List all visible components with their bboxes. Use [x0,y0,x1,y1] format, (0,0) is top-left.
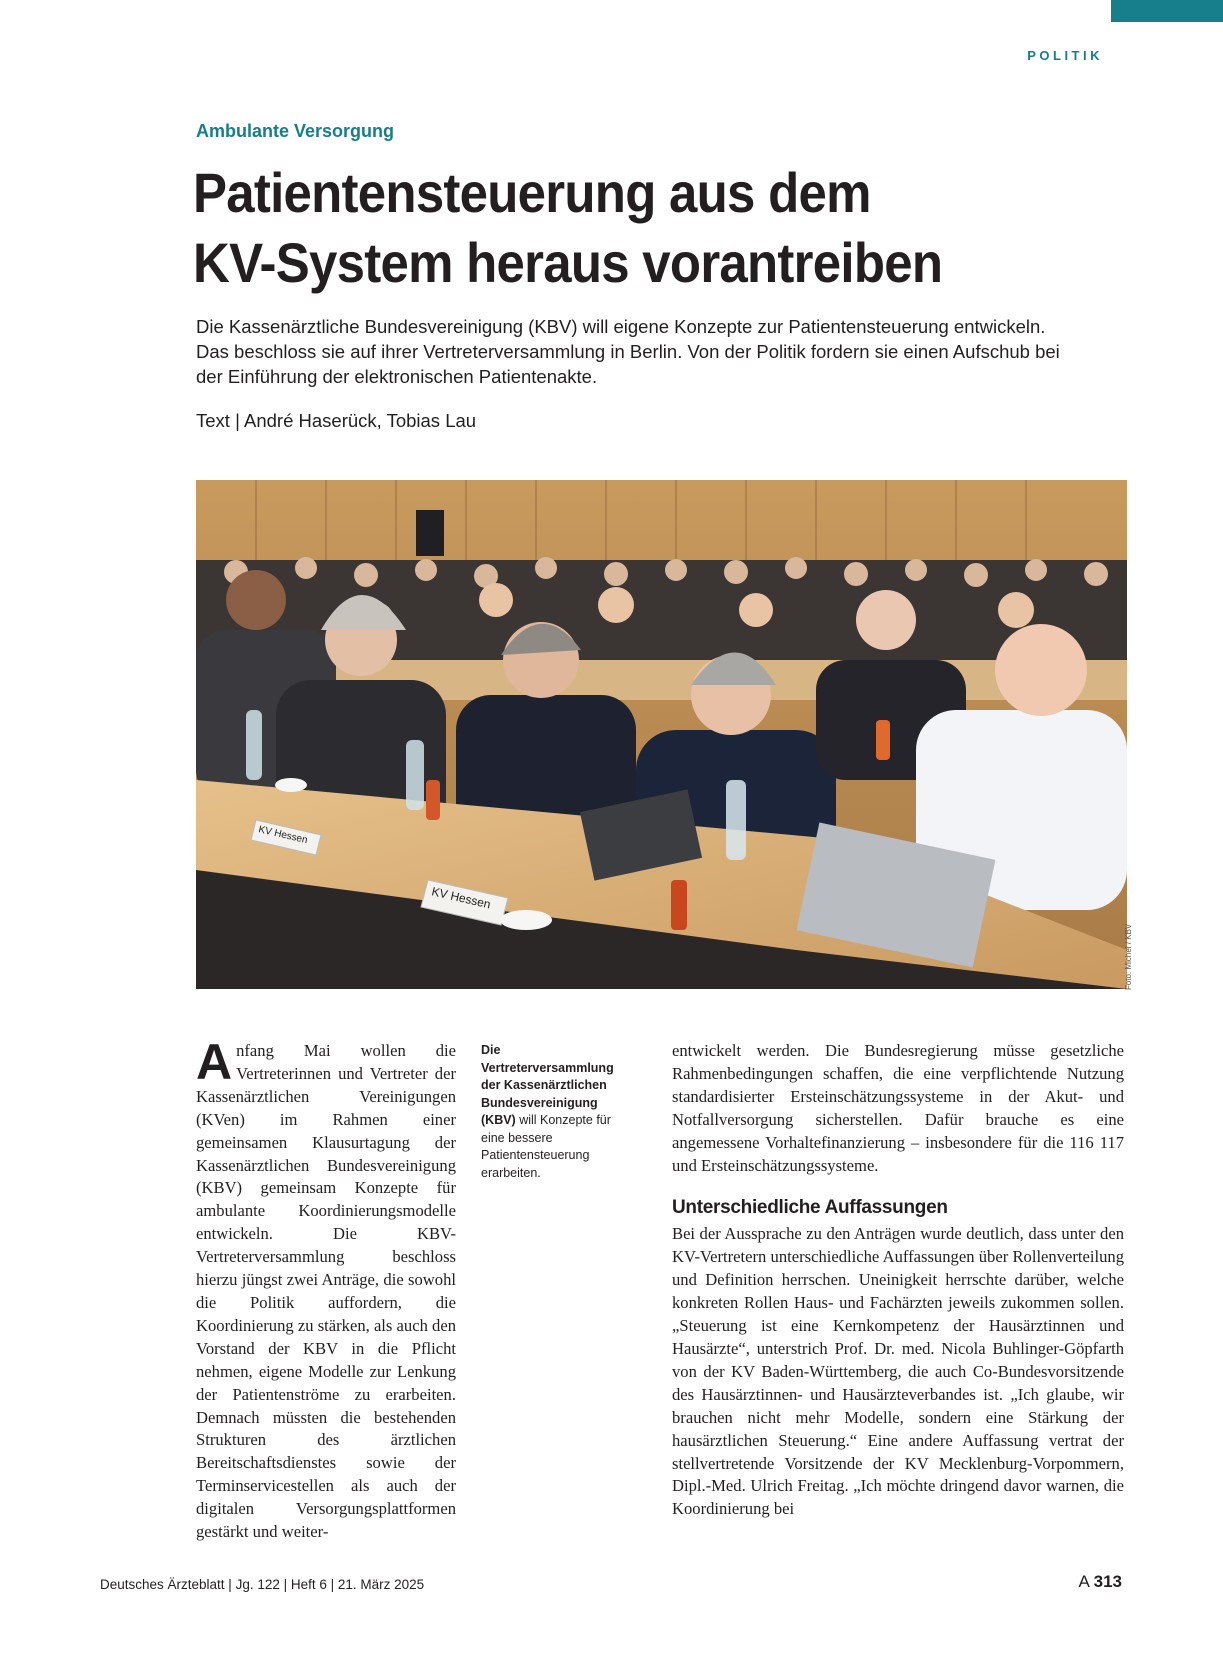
name-sign-1-label: KV Hessen [257,824,309,847]
article-photo [196,480,1127,989]
body-subhead: Unterschiedliche Auffassungen [672,1197,948,1219]
body-paragraph-1: entwickelt werden. Die Bundesregierung müsse gesetzliche Rahmenbedingungen schaffen, die eine verpflichtende Nutzung standardisierter Ersteinschätzungssysteme in der Akut- und Notfallversorgung sicherstellen. Dafür brauche es eine angemessene Vorhaltefinanzierung – insbesondere für die 116 117 und Ersteinschätzungssysteme. [672,1041,1124,1175]
body-column-left-text: nfang Mai wollen die Vertreterinnen und Vertreter der Kassenärztlichen Vereinigungen (KVen) im Rahmen einer gemeinsamen Klausurtagung der Kassenärztlichen Bundesvereinigung (KBV) gemeinsam Konzepte für ambulante Koordinierungsmodelle entwickeln. Die KBV-Vertreterversammlung beschloss hierzu jüngst zwei Anträge, die sowohl die Politik auffordern, die Koordinierung zu stärken, als auch den Vorstand der KBV in die Pflicht nehmen, eigene Modelle zur Lenkung der Patientenströme zu erarbeiten. Demnach müssten die bestehenden Strukturen des ärztlichen Bereitschaftsdienstes sowie der Terminservicestellen als auch der digitalen Versorgungsplattformen gestärkt und weiter- [196,1041,456,1542]
body-column-left [196,1034,456,1544]
body-paragraph-2: Bei der Aussprache zu den Anträgen wurde deutlich, dass unter den KV-Vertretern unterschiedliche Auffassungen über Rollenverteilung und Definition herrschen. Uneinigkeit herrschte darüber, welche konkreten Rollen Haus- und Fachärzten jeweils zukommen sollen. „Steuerung ist eine Kernkompetenz der Hausärztinnen und Hausärzte“, unterstrich Prof. Dr. med. Nicola Buhlinger-Göpfarth von der KV Baden-Württemberg, die auch Co-Bundesvorsitzende des Hausärztinnen- und Hausärzteverbandes ist. „Ich glaube, wir brauchen nicht mehr Modelle, sondern eine Stärkung der hausärztlichen Steuerung.“ Eine andere Auffassung vertrat der stellvertretende Vorsitzende der KV Mecklenburg-Vorpommern, Dipl.-Med. Ulrich Freitag. „Ich möchte dringend davor warnen, die Koordinierung bei [672,1224,1124,1519]
headline-line-2: KV-System heraus vorantreiben [193,231,943,294]
article-headline [193,158,1058,298]
dropcap: A [196,1034,233,1090]
conference-photo-illustration [196,480,1127,989]
corner-accent-bar [1111,0,1223,22]
footer-page-number [1078,1572,1122,1592]
article-lead: Die Kassenärztliche Bundesvereinigung (KBV) will eigene Konzepte zur Patientensteuerung entwickeln. Das beschloss sie auf ihrer Vertreterversammlung in Berlin. Von der Politik fordern sie einen Aufschub bei der Einführung der elektronischen Patientenakte. [196,316,1060,387]
article-byline: Text | André Haserück, Tobias Lau [196,410,477,431]
page-number: 313 [1093,1572,1122,1591]
article-kicker: Ambulante Versorgung [196,121,395,141]
footer-journal-info: Deutsches Ärzteblatt | Jg. 122 | Heft 6 | 21. März 2025 [100,1577,425,1592]
headline-line-1: Patientensteuerung aus dem [193,161,871,224]
name-sign-2-label: KV Hessen [430,884,492,912]
photo-credit: Foto: Michel / KBV [1124,923,1133,990]
caption-rest: will Konzepte für eine bessere Patientensteuerung erarbeiten. [481,1113,611,1180]
section-label: POLITIK [1027,48,1103,63]
caption-bold: Die Vertreterversammlung der Kassenärztlichen Bundesvereinigung (KBV) [481,1043,614,1127]
body-column-right [672,1040,1124,1521]
photo-caption [481,1042,631,1182]
page-prefix: A [1078,1572,1089,1591]
